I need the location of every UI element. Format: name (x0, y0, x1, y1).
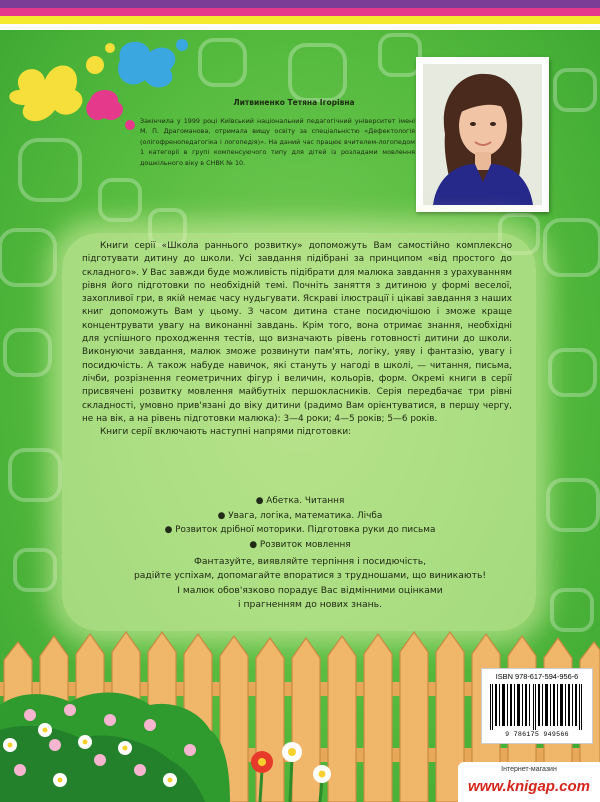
closing-line: і прагненням до нових знань. (238, 599, 382, 611)
barcode-icon (488, 684, 586, 730)
list-item: ● Увага, логіка, математика. Лічба (217, 510, 383, 521)
online-shop-badge (458, 762, 600, 802)
author-name: Литвиненко Тетяна Ігорівна (233, 98, 355, 107)
author-bio: Закінчила у 1999 році Київський національний педагогічний університет імені М. П. Драгоманова, отримала вищу освіту за спеціальністю «Дефектологія (олігофренопедагогіка і логопедія)». На даний час працює вчителем-логопедом 1 категорії в групі компенсуючого типу для дітей із розладами мовлення дошкільного віку в СНВК № 10. (140, 117, 415, 167)
closing-message (120, 555, 500, 613)
closing-line: І малюк обов'язково порадує Вас відмінними оцінками (177, 584, 443, 596)
shop-label: Інтернет-магазин (501, 766, 557, 773)
directions-intro: Книги серії включають наступні напрями підготовки: (100, 427, 352, 438)
list-item: ● Абетка. Читання (255, 496, 345, 506)
author-photo (423, 64, 542, 205)
barcode-digits: 9 786175 949566 (505, 731, 569, 738)
closing-line: радійте успіхам, допомагайте впоратися з трудношами, що виникають! (133, 570, 487, 582)
description-paragraph: Книги серії «Школа раннього розвитку» допоможуть Вам самостійно комплексно підготувати дитину до школи. Усі завдання підібрані за принципом «від простого до складного». У Вас завжди буде можливість підібрати для малюка завдання з урахуванням рівня його підготовки по необхідній темі. Почніть заняття з дитиною у формі веселої, захопливої гри, в якій немає часу нудьгувати. Яскраві ілюстрації і цікаві завдання з наших книг допоможуть Вам у цьому. З часом дитина стане посидючішою і зможе краще концентрувати увагу на виконанні завдань. Крім того, вона отримає знання, необхідні для успішного проходження тестів, що визначають рівень готовності дитини до школи. Виконуючи завдання, малюк зможе розвинути пам'ять, логіку, уяву і фантазію, увагу і посидючість. А також набуде навичок, які стануть у нагоді в школі, — читання, письма, лічби, розрізнення геометричних фігур і величин, кольорів, форм. Окремі книги в серії присвячені розвитку мовлення майбутніх першокласників. Серія передбачає три рівні складності, умовно прив'язані до віку дитини (радимо Вам орієнтуватися, в першу чергу, не на вік, а на рівень підготовки малюка): 3—4 роки; 4—5 років; 5—6 років. (82, 241, 512, 424)
list-item: ● Розвиток мовлення (249, 539, 351, 550)
list-item: ● Розвиток дрібної моторики. Підготовка руки до письма (164, 525, 436, 536)
directions-list (120, 494, 480, 552)
closing-line: Фантазуйте, виявляйте терпіння і посидючість, (193, 556, 427, 567)
series-description (82, 240, 512, 439)
isbn-label: ISBN 978-617-594-956-6 (495, 672, 579, 681)
isbn-barcode-block (481, 668, 593, 744)
shop-url-link[interactable]: www.knigap.com (468, 778, 590, 795)
top-stripes (0, 0, 600, 30)
